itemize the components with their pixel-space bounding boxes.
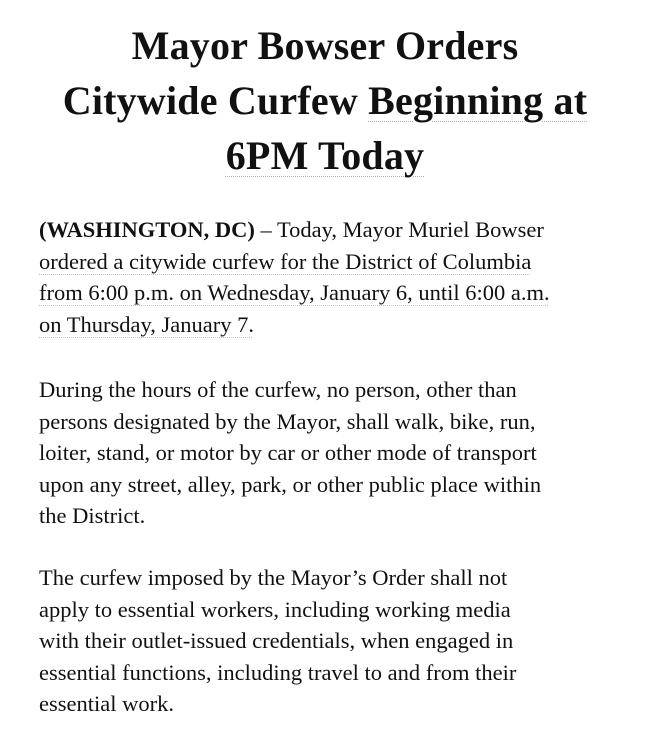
paragraph-3-line: The curfew imposed by the Mayor’s Order shall not [39, 565, 508, 590]
headline-line-3-text: 6PM Today [225, 133, 425, 178]
paragraph-curfew-rules [39, 374, 639, 532]
headline-line-2 [20, 73, 630, 128]
paragraph-3-line: essential functions, including travel to and from their [39, 659, 517, 685]
paragraph-1-line-1 [39, 214, 639, 246]
paragraph-2-line: loiter, stand, or motor by car or other mode of transport [39, 440, 537, 465]
paragraph-exemptions [39, 562, 639, 720]
paragraph-1-line-3: from 6:00 p.m. on Wednesday, January 6, until 6:00 a.m. [39, 280, 550, 305]
headline-line-3 [20, 128, 630, 183]
headline [20, 18, 630, 183]
headline-line-1: Mayor Bowser Orders [131, 23, 519, 68]
headline-line-2-underlined: Beginning at [368, 78, 588, 123]
headline-line-2-start: Citywide Curfew [62, 78, 369, 123]
paragraph-3-line: with their outlet-issued credentials, when engaged in [39, 628, 514, 653]
paragraph-3-line: essential work. [39, 691, 174, 716]
paragraph-1-line-4-text: on Thursday, January 7. [39, 311, 254, 337]
paragraph-dateline [39, 214, 639, 340]
paragraph-1-line-1-rest: – Today, Mayor Muriel Bowser [254, 217, 544, 242]
dateline: (WASHINGTON, DC) [39, 217, 255, 242]
paragraph-1-line-2: ordered a citywide curfew for the District of Columbia [39, 248, 532, 274]
paragraph-2-line: upon any street, alley, park, or other public place within [39, 471, 542, 497]
paragraph-2-line: During the hours of the curfew, no person, other than [39, 377, 517, 402]
paragraph-2-line: persons designated by the Mayor, shall walk, bike, run, [39, 408, 536, 434]
paragraph-1-line-4 [39, 309, 639, 341]
paragraph-2-line: the District. [39, 503, 146, 528]
paragraph-3-line: apply to essential workers, including working media [39, 596, 511, 622]
